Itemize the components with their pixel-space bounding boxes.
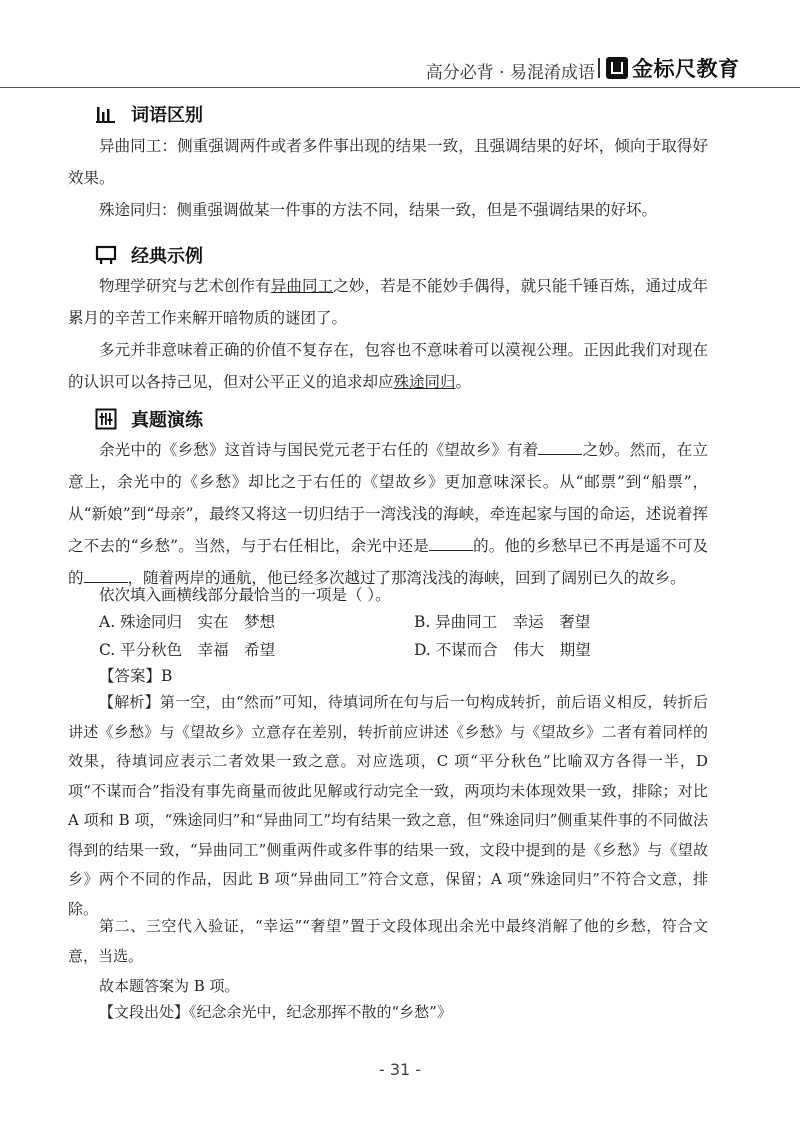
example-paragraph-2 [68, 334, 708, 398]
bar-chart-icon [95, 103, 117, 125]
option-b: B. 异曲同工 幸运 奢望 [414, 613, 591, 631]
answer: 【答案】B [99, 667, 173, 685]
question-text-2: 之妙。然而，在立意上，余光中的《乡愁》却比之于右任的《望故乡》更加意味深长。从“邮票”到“船票”，从“新娘”到“母亲”，最终又将这一切归结于一湾浅浅的海峡，牵连起家与国的命运，述说着挥之不去的“乡愁”。当然，与于右任相比，余光中还是 [68, 441, 708, 555]
sliders-icon [95, 408, 117, 430]
conclusion: 故本题答案为 B 项。 [99, 977, 240, 995]
blank-1 [538, 440, 582, 455]
section-label: 真题演练 [129, 406, 205, 432]
option-d: D. 不谋而合 伟大 期望 [414, 641, 591, 659]
source: 【文段出处】《纪念余光中，纪念那挥不散的“乡愁”》 [99, 1003, 452, 1021]
monitor-icon [95, 244, 117, 266]
distinction-paragraph-1: 异曲同工：侧重强调两件或者多件事出现的结果一致，且强调结果的好坏，倾向于取得好效果。 [68, 137, 708, 187]
section-label: 经典示例 [129, 242, 205, 268]
page-header [0, 0, 800, 90]
section-title-distinction [95, 100, 205, 128]
analysis-paragraph-1: 【解析】第一空，由“然而”可知，待填词所在句与后一句构成转折，前后语义相反，转折后讲述《乡愁》与《望故乡》立意存在差别，转折前应讲述《乡愁》与《望故乡》二者有着同样的效果，待填词应表示二者效果一致之意。对应选项，C 项“平分秋色”比喻双方各得一半，D 项“不谋而合”指没有事先商量而彼此见解或行动完全一致，两项均未体现效果一致，排除；对比 A 项和 B 项，“殊途同归”和“异曲同工”均有结果一致之意，但“殊途同归”侧重某件事的不同做法得到的结果一致，“异曲同工”侧重两件或多件事的结果一致，文段中提到的是《乡愁》与《望故乡》两个不同的作品，因此 B 项“异曲同工”符合文意，保留；A 项“殊途同归”不符合文意，排除。 [68, 693, 708, 918]
distinction-paragraph-2: 殊途同归：侧重强调做某一件事的方法不同，结果一致，但是不强调结果的好坏。 [99, 201, 658, 219]
header-divider [598, 58, 600, 78]
brand-mark-icon [606, 57, 628, 79]
example-2-text-a: 多元并非意味着正确的价值不复存在，包容也不意味着可以漠视公理。正因此我们对现在的认识可以各持己见，但对公平正义的追求却应 [68, 341, 708, 391]
example-2-idiom: 殊途同归 [393, 373, 456, 391]
example-1-idiom: 异曲同工 [270, 277, 334, 295]
brand-logo [606, 55, 740, 81]
section-title-examples [95, 241, 205, 269]
example-1-text-b: 之妙，若是不能妙手偶得，就只能千锤百炼，通过成年累月的辛苦工作来解开暗物质的谜团了。 [68, 277, 708, 327]
header-subtitle: 高分必背 · 易混淆成语 [425, 63, 595, 83]
question-prompt: 依次填入画横线部分最恰当的一项是（ ）。 [99, 586, 391, 604]
example-paragraph-1 [68, 270, 708, 334]
section-title-practice [95, 405, 205, 433]
section-label: 词语区别 [129, 101, 205, 127]
question-text-3: 的。他的乡愁早已不再是遥不可及的 [68, 537, 708, 587]
question-passage [68, 434, 708, 594]
analysis-paragraph-2: 第二、三空代入验证，“幸运”“奢望”置于文段体现出余光中最终消解了他的乡愁，符合文意，当选。 [68, 917, 708, 965]
blank-2 [429, 536, 473, 551]
option-a: A. 殊途同归 实在 梦想 [99, 613, 276, 631]
option-c: C. 平分秋色 幸福 希望 [99, 641, 276, 659]
page-number: - 31 - [378, 1060, 422, 1079]
question-text-4: ，随着两岸的通航，他已经多次越过了那湾浅浅的海峡，回到了阔别已久的故乡。 [127, 569, 686, 587]
brand-name: 金标尺教育 [632, 57, 740, 81]
question-text-1: 余光中的《乡愁》这首诗与国民党元老于右任的《望故乡》有着 [99, 441, 539, 459]
example-1-text-a: 物理学研究与艺术创作有 [99, 277, 271, 295]
example-2-text-b: 。 [455, 373, 472, 391]
header-rule [0, 87, 800, 88]
